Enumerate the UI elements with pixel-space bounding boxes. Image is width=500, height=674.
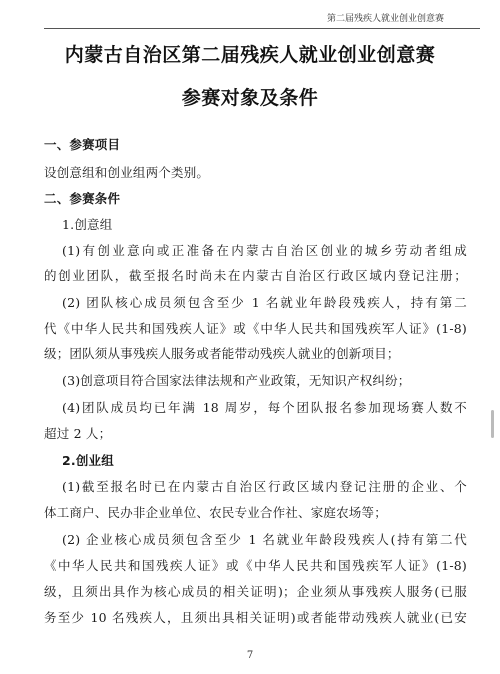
creative-cond-2-line-2: 代《中华人民共和国残疾人证》或《中华人民共和国残疾军人证》(1-8) [44,321,467,336]
startup-cond-1-line-2: 体工商户、民办非企业单位、农民专业合作社、家庭农场等； [44,505,387,520]
creative-cond-4-line-2: 超过 2 人； [44,426,112,441]
creative-cond-2-line-3: 级；团队须从事残疾人服务或者能带动残疾人就业的创新项目； [44,346,400,361]
startup-cond-2-line-2: 《中华人民共和国残疾人证》或《中华人民共和国残疾军人证》(1-8) [44,558,467,573]
header-rule [44,28,480,29]
subsection-1-heading: 1.创意组 [62,217,113,232]
creative-cond-2-line-1: (2) 团队核心成员须包含至少 1 名就业年龄段残疾人，持有第二 [62,295,467,310]
section-1-heading: 一、参赛项目 [44,137,121,152]
creative-cond-4-line-1: (4)团队成员均已年满 18 周岁，每个团队报名参加现场赛人数不 [62,400,467,415]
creative-cond-1-line-2: 的创业团队，截至报名时尚未在内蒙古自治区行政区域内登记注册； [44,268,467,283]
startup-cond-2-line-3: 级，且须出具作为核心成员的相关证明)；企业须从事残疾人服务(已服 [44,584,467,599]
startup-cond-1-line-1: (1)截至报名时已在内蒙古自治区行政区域内登记注册的企业、个 [62,479,467,494]
startup-cond-2-line-1: (2) 企业核心成员须包含至少 1 名就业年龄段残疾人(持有第二代 [62,532,467,547]
running-header: 第二届残疾人就业创业创意赛 [326,14,444,24]
page-number: 7 [246,650,254,661]
section-1-body: 设创意组和创业组两个类别。 [44,165,210,180]
section-2-heading: 二、参赛条件 [44,191,121,206]
document-subtitle: 参赛对象及条件 [181,87,319,109]
startup-cond-2-line-4: 务至少 10 名残疾人，且须出具相关证明)或者能带动残疾人就业(已安 [44,610,467,625]
scrollbar-thumb[interactable] [491,410,494,438]
creative-cond-3-line-1: (3)创意项目符合国家法律法规和产业政策，无知识产权纠纷； [62,373,411,388]
document-title: 内蒙古自治区第二届残疾人就业创业创意赛 [64,44,436,66]
creative-cond-1-line-1: (1)有创业意向或正准备在内蒙古自治区创业的城乡劳动者组成 [62,243,467,258]
subsection-2-heading: 2.创业组 [62,453,114,468]
